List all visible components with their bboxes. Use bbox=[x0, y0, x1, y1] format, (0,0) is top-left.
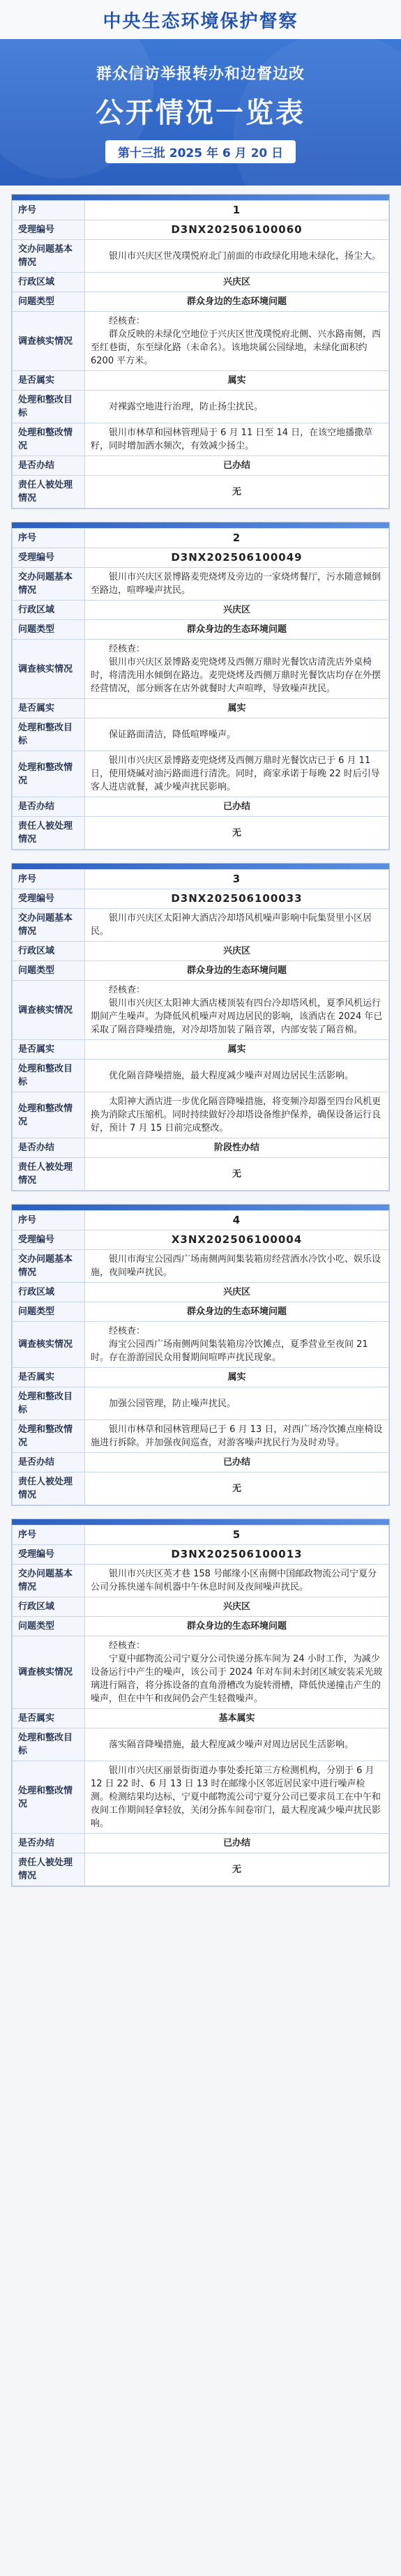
label-is-true: 是否属实 bbox=[13, 1040, 85, 1060]
label-seq: 序号 bbox=[13, 201, 85, 220]
value-type: 群众身边的生态环境问题 bbox=[85, 961, 389, 981]
value-done: 已办结 bbox=[85, 1453, 389, 1472]
label-is-true: 是否属实 bbox=[13, 699, 85, 718]
label-verify: 调查核实情况 bbox=[13, 640, 85, 699]
value-region: 兴庆区 bbox=[85, 1283, 389, 1302]
label-type: 问题类型 bbox=[13, 1617, 85, 1636]
row-is-true bbox=[13, 699, 389, 718]
value-accountable: 无 bbox=[85, 1853, 389, 1886]
row-is-true bbox=[13, 371, 389, 391]
label-seq: 序号 bbox=[13, 529, 85, 548]
label-problem: 交办问题基本情况 bbox=[13, 1250, 85, 1283]
row-progress bbox=[13, 1761, 389, 1834]
value-progress: 银川市林草和园林管理局已于 6 月 13 日，对西广场冷饮摊点座椅设施进行拆除。并加强夜间巡查，对游客噪声扰民行为及时劝导。 bbox=[85, 1420, 389, 1453]
value-verify bbox=[85, 640, 389, 699]
label-done: 是否办结 bbox=[13, 1453, 85, 1472]
value-is-true: 属实 bbox=[85, 371, 389, 391]
case-list bbox=[0, 186, 401, 1906]
value-region: 兴庆区 bbox=[85, 1597, 389, 1617]
value-accountable: 无 bbox=[85, 476, 389, 509]
verify-paragraph: 经核查： bbox=[109, 644, 146, 654]
banner-main-title: 公开情况一览表 bbox=[96, 96, 305, 129]
label-seq: 序号 bbox=[13, 870, 85, 889]
label-goal: 处理和整改目标 bbox=[13, 1060, 85, 1092]
value-seq: 3 bbox=[85, 870, 389, 889]
row-done bbox=[13, 1453, 389, 1472]
row-problem bbox=[13, 909, 389, 942]
label-type: 问题类型 bbox=[13, 1302, 85, 1322]
value-verify bbox=[85, 981, 389, 1040]
label-verify: 调查核实情况 bbox=[13, 1636, 85, 1709]
row-region bbox=[13, 942, 389, 961]
case-table bbox=[12, 1210, 389, 1505]
verify-paragraph: 经核查： bbox=[109, 316, 146, 326]
label-progress: 处理和整改情况 bbox=[13, 1420, 85, 1453]
label-goal: 处理和整改目标 bbox=[13, 718, 85, 751]
value-progress: 银川市兴庆区丽景街街道办事处委托第三方检测机构，分别于 6 月 12 日 22 时、6 月 13 日 13 时在邮缘小区邻近居民家中进行噪声检测。检测结果均达标，宁夏中邮物流公司宁夏分公司已要求员工在中午和夜间工作期间轻拿轻放，关闭分拣车间卷帘门，最大程度减少噪声扰民影响。 bbox=[85, 1761, 389, 1834]
value-accept-no: D3NX202506100060 bbox=[85, 220, 389, 240]
row-type bbox=[13, 1302, 389, 1322]
row-region bbox=[13, 1283, 389, 1302]
value-done: 已办结 bbox=[85, 456, 389, 476]
verify-paragraph: 经核查： bbox=[109, 985, 146, 995]
row-accountable bbox=[13, 476, 389, 509]
verify-paragraph: 经核查： bbox=[109, 1326, 146, 1336]
row-progress bbox=[13, 751, 389, 797]
value-region: 兴庆区 bbox=[85, 273, 389, 292]
row-accept-no bbox=[13, 889, 389, 909]
value-verify bbox=[85, 1636, 389, 1709]
label-region: 行政区域 bbox=[13, 273, 85, 292]
row-goal bbox=[13, 1060, 389, 1092]
label-done: 是否办结 bbox=[13, 1138, 85, 1158]
row-accept-no bbox=[13, 1230, 389, 1250]
label-done: 是否办结 bbox=[13, 1834, 85, 1853]
row-seq bbox=[13, 1211, 389, 1230]
row-seq bbox=[13, 870, 389, 889]
org-title: 中央生态环境保护督察 bbox=[0, 0, 401, 39]
label-accountable: 责任人被处理情况 bbox=[13, 1158, 85, 1191]
row-type bbox=[13, 1617, 389, 1636]
row-goal bbox=[13, 1387, 389, 1420]
label-verify: 调查核实情况 bbox=[13, 312, 85, 371]
case-table bbox=[12, 200, 389, 509]
label-problem: 交办问题基本情况 bbox=[13, 240, 85, 273]
label-verify: 调查核实情况 bbox=[13, 981, 85, 1040]
label-accountable: 责任人被处理情况 bbox=[13, 476, 85, 509]
value-problem: 银川市兴庆区英才巷 158 号邮缘小区南侧中国邮政物流公司宁夏分公司分拣快递车间机器中午休息时间及夜间噪声扰民。 bbox=[85, 1565, 389, 1597]
row-accept-no bbox=[13, 548, 389, 568]
row-goal bbox=[13, 718, 389, 751]
row-region bbox=[13, 273, 389, 292]
row-accept-no bbox=[13, 1545, 389, 1565]
label-done: 是否办结 bbox=[13, 797, 85, 817]
label-progress: 处理和整改情况 bbox=[13, 751, 85, 797]
label-accept-no: 受理编号 bbox=[13, 1545, 85, 1565]
row-region bbox=[13, 601, 389, 620]
value-region: 兴庆区 bbox=[85, 601, 389, 620]
banner bbox=[0, 39, 401, 186]
row-accountable bbox=[13, 1158, 389, 1191]
row-done bbox=[13, 1138, 389, 1158]
row-problem bbox=[13, 240, 389, 273]
row-verify bbox=[13, 1322, 389, 1368]
row-is-true bbox=[13, 1709, 389, 1728]
case-card bbox=[11, 194, 390, 509]
value-done: 阶段性办结 bbox=[85, 1138, 389, 1158]
row-type bbox=[13, 961, 389, 981]
label-is-true: 是否属实 bbox=[13, 371, 85, 391]
row-accountable bbox=[13, 1853, 389, 1886]
value-goal: 优化隔音降噪措施，最大程度减少噪声对周边居民生活影响。 bbox=[85, 1060, 389, 1092]
value-accept-no: D3NX202506100033 bbox=[85, 889, 389, 909]
label-is-true: 是否属实 bbox=[13, 1709, 85, 1728]
value-seq: 5 bbox=[85, 1526, 389, 1545]
value-type: 群众身边的生态环境问题 bbox=[85, 620, 389, 640]
row-accountable bbox=[13, 1472, 389, 1505]
value-progress: 银川市兴庆区景博路麦兜烧烤及西侧万鼎时光餐饮店已于 6 月 11 日，使用烧碱对油污路面进行清洗。同时，商家承诺于每晚 22 时后引导客人进店就餐，减少噪声扰民影响。 bbox=[85, 751, 389, 797]
label-type: 问题类型 bbox=[13, 292, 85, 312]
row-progress bbox=[13, 1420, 389, 1453]
value-done: 已办结 bbox=[85, 1834, 389, 1853]
row-verify bbox=[13, 981, 389, 1040]
label-region: 行政区域 bbox=[13, 942, 85, 961]
label-goal: 处理和整改目标 bbox=[13, 1728, 85, 1761]
value-verify bbox=[85, 1322, 389, 1368]
verify-paragraph: 海宝公园西广场南侧两间集装箱房冷饮摊点，夏季营业至夜间 21 时。存在游游园民众用餐期间喧哗声扰民现象。 bbox=[91, 1339, 368, 1363]
verify-paragraph: 群众反映的未绿化空地位于兴庆区世茂璞悦府北侧、兴水路南侧，西至红巷街，东至绿化路（未命名）。该地块属公园绿地，未绿化面积约 6200 平方米。 bbox=[91, 329, 381, 366]
label-accountable: 责任人被处理情况 bbox=[13, 1853, 85, 1886]
value-is-true: 基本属实 bbox=[85, 1709, 389, 1728]
label-goal: 处理和整改目标 bbox=[13, 1387, 85, 1420]
case-card bbox=[11, 522, 390, 850]
value-accountable: 无 bbox=[85, 1472, 389, 1505]
label-problem: 交办问题基本情况 bbox=[13, 568, 85, 601]
row-type bbox=[13, 620, 389, 640]
label-seq: 序号 bbox=[13, 1211, 85, 1230]
label-done: 是否办结 bbox=[13, 456, 85, 476]
value-progress: 太阳神大酒店进一步优化隔音降噪措施，将变频冷却器至四台风机更换为消除式压缩机。同时持续做好冷却塔设备维护保养，确保设备运行良好，预计 7 月 15 日前完成整改。 bbox=[85, 1092, 389, 1138]
row-seq bbox=[13, 1526, 389, 1545]
value-seq: 2 bbox=[85, 529, 389, 548]
verify-paragraph: 宁夏中邮物流公司宁夏分公司快递分拣车间为 24 小时工作，为减少设备运行中产生的噪声，该公司于 2024 年对车间未封闭区域安装采光玻璃进行隔音，将分拣设备的直角滑槽改为旋转滑槽，降低快递撞击产生的噪声，但在中午和夜间仍会产生轻微噪声。 bbox=[91, 1654, 383, 1704]
row-done bbox=[13, 797, 389, 817]
value-problem: 银川市兴庆区太阳神大酒店冷却塔风机噪声影响中阮集贤里小区居民。 bbox=[85, 909, 389, 942]
row-progress bbox=[13, 423, 389, 456]
label-verify: 调查核实情况 bbox=[13, 1322, 85, 1368]
value-accountable: 无 bbox=[85, 817, 389, 850]
label-is-true: 是否属实 bbox=[13, 1368, 85, 1387]
row-problem bbox=[13, 1250, 389, 1283]
label-accept-no: 受理编号 bbox=[13, 1230, 85, 1250]
case-card bbox=[11, 863, 390, 1191]
row-verify bbox=[13, 640, 389, 699]
case-table bbox=[12, 869, 389, 1191]
value-type: 群众身边的生态环境问题 bbox=[85, 1302, 389, 1322]
value-type: 群众身边的生态环境问题 bbox=[85, 1617, 389, 1636]
row-region bbox=[13, 1597, 389, 1617]
label-region: 行政区域 bbox=[13, 601, 85, 620]
value-is-true: 属实 bbox=[85, 699, 389, 718]
value-is-true: 属实 bbox=[85, 1040, 389, 1060]
label-region: 行政区域 bbox=[13, 1597, 85, 1617]
value-goal: 落实隔音降噪措施，最大程度减少噪声对周边居民生活影响。 bbox=[85, 1728, 389, 1761]
label-problem: 交办问题基本情况 bbox=[13, 1565, 85, 1597]
label-progress: 处理和整改情况 bbox=[13, 1761, 85, 1834]
value-problem: 银川市兴庆区景博路麦兜烧烤及旁边的一家烧烤餐厅，污水随意倾倒至路边，喧哗噪声扰民。 bbox=[85, 568, 389, 601]
label-progress: 处理和整改情况 bbox=[13, 423, 85, 456]
value-goal: 加强公园管理，防止噪声扰民。 bbox=[85, 1387, 389, 1420]
case-table bbox=[12, 1525, 389, 1886]
value-seq: 4 bbox=[85, 1211, 389, 1230]
row-accept-no bbox=[13, 220, 389, 240]
value-verify bbox=[85, 312, 389, 371]
row-seq bbox=[13, 201, 389, 220]
row-done bbox=[13, 1834, 389, 1853]
row-problem bbox=[13, 1565, 389, 1597]
row-is-true bbox=[13, 1040, 389, 1060]
label-region: 行政区域 bbox=[13, 1283, 85, 1302]
row-goal bbox=[13, 1728, 389, 1761]
row-progress bbox=[13, 1092, 389, 1138]
value-seq: 1 bbox=[85, 201, 389, 220]
label-type: 问题类型 bbox=[13, 961, 85, 981]
case-table bbox=[12, 528, 389, 850]
value-done: 已办结 bbox=[85, 797, 389, 817]
value-is-true: 属实 bbox=[85, 1368, 389, 1387]
case-card bbox=[11, 1519, 390, 1887]
label-goal: 处理和整改目标 bbox=[13, 391, 85, 423]
value-accept-no: X3NX202506100004 bbox=[85, 1230, 389, 1250]
verify-paragraph: 银川市兴庆区景博路麦兜烧烤及西侧万鼎时光餐饮店清洗店外桌椅时，将清洗用水倾倒在路边。麦兜烧烤及西侧万鼎时光餐饮店均存在外摆经营情况，部分顾客在店外就餐时大声喧哗，导致噪声扰民。 bbox=[91, 657, 381, 694]
value-accept-no: D3NX202506100049 bbox=[85, 548, 389, 568]
value-goal: 保证路面清洁，降低喧哗噪声。 bbox=[85, 718, 389, 751]
label-seq: 序号 bbox=[13, 1526, 85, 1545]
banner-subtitle: 群众信访举报转办和边督边改 bbox=[96, 65, 305, 83]
value-progress: 银川市林草和园林管理局于 6 月 11 日至 14 日，在该空地播撒草籽，同时增加洒水频次，有效减少扬尘。 bbox=[85, 423, 389, 456]
batch-date-badge: 第十三批 2025 年 6 月 20 日 bbox=[105, 140, 296, 163]
row-seq bbox=[13, 529, 389, 548]
value-problem: 银川市海宝公园西广场南侧两间集装箱房经营酒水冷饮小吃、娱乐设施，夜间噪声扰民。 bbox=[85, 1250, 389, 1283]
label-accountable: 责任人被处理情况 bbox=[13, 817, 85, 850]
row-verify bbox=[13, 1636, 389, 1709]
row-type bbox=[13, 292, 389, 312]
label-accept-no: 受理编号 bbox=[13, 889, 85, 909]
row-accountable bbox=[13, 817, 389, 850]
value-region: 兴庆区 bbox=[85, 942, 389, 961]
label-type: 问题类型 bbox=[13, 620, 85, 640]
value-problem: 银川市兴庆区世茂璞悦府北门前面的市政绿化用地未绿化，扬尘大。 bbox=[85, 240, 389, 273]
verify-paragraph: 经核查： bbox=[109, 1641, 146, 1651]
label-accept-no: 受理编号 bbox=[13, 548, 85, 568]
value-accountable: 无 bbox=[85, 1158, 389, 1191]
value-accept-no: D3NX202506100013 bbox=[85, 1545, 389, 1565]
row-problem bbox=[13, 568, 389, 601]
label-accept-no: 受理编号 bbox=[13, 220, 85, 240]
value-type: 群众身边的生态环境问题 bbox=[85, 292, 389, 312]
row-goal bbox=[13, 391, 389, 423]
row-done bbox=[13, 456, 389, 476]
row-is-true bbox=[13, 1368, 389, 1387]
row-verify bbox=[13, 312, 389, 371]
label-accountable: 责任人被处理情况 bbox=[13, 1472, 85, 1505]
value-goal: 对裸露空地进行治理，防止扬尘扰民。 bbox=[85, 391, 389, 423]
label-progress: 处理和整改情况 bbox=[13, 1092, 85, 1138]
case-card bbox=[11, 1204, 390, 1506]
verify-paragraph: 银川市兴庆区太阳神大酒店楼顶装有四台冷却塔风机，夏季风机运行期间产生噪声。为降低风机噪声对周边居民的影响，该酒店在 2024 年已采取了隔音降噪措施，对冷却塔加装了隔音罩，内部安装了隔音棉。 bbox=[91, 998, 383, 1035]
label-problem: 交办问题基本情况 bbox=[13, 909, 85, 942]
